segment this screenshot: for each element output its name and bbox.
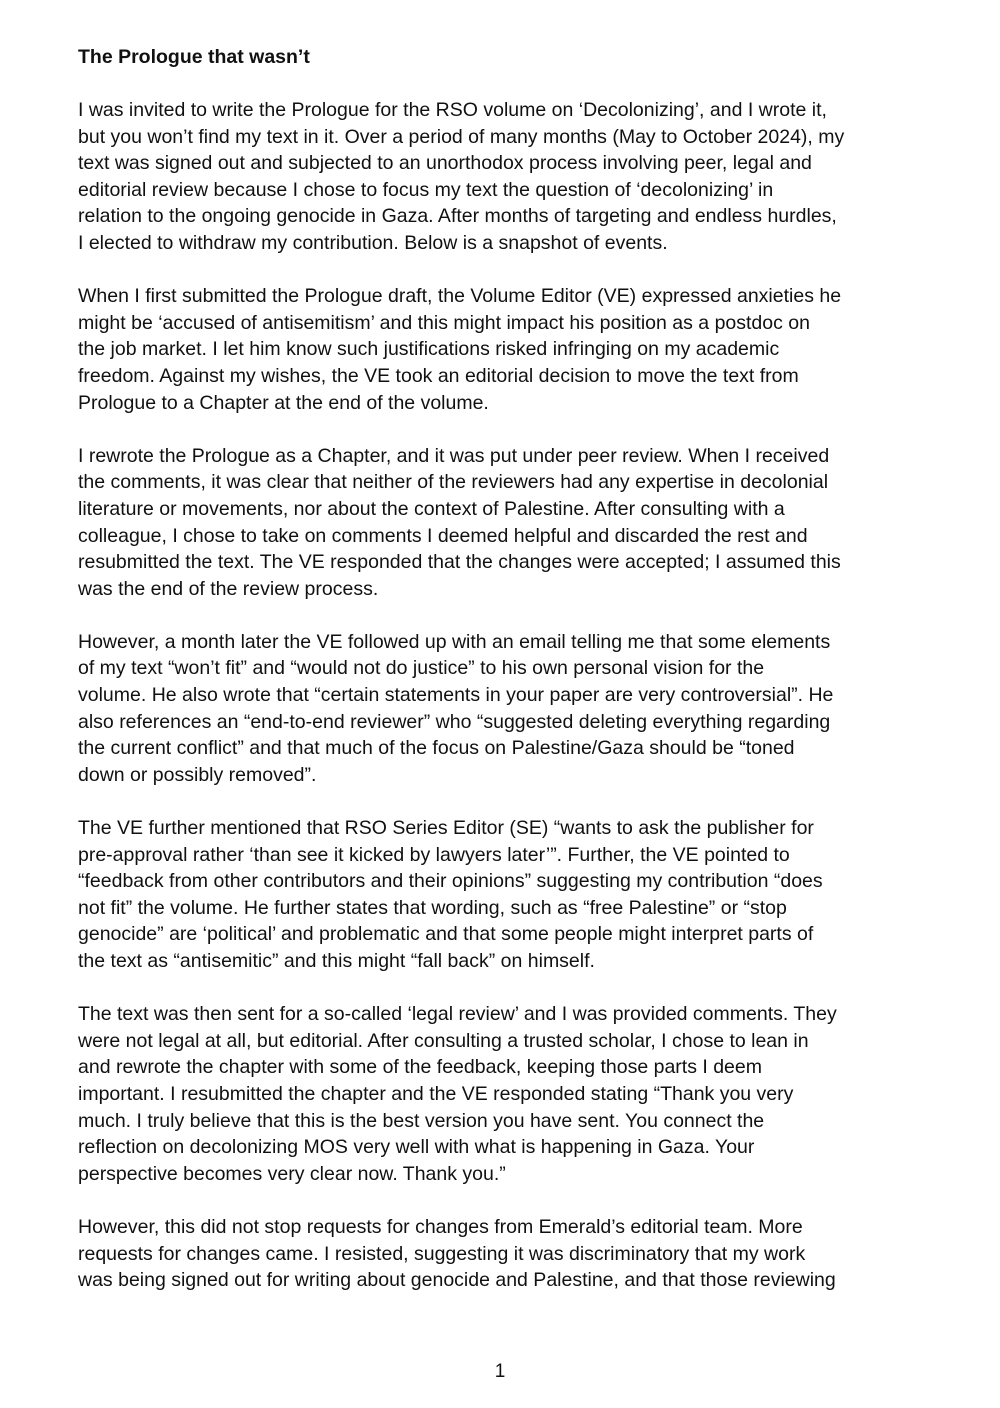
text-line: the text as “antisemitic” and this might “fall back” on himself. [78,950,595,972]
text-line: literature or movements, nor about the context of Palestine. After consulting with a [78,497,785,520]
text-line: freedom. Against my wishes, the VE took an editorial decision to move the text from [78,364,799,387]
text-line: perspective becomes very clear now. Thank you.” [78,1162,506,1185]
text-line: relation to the ongoing genocide in Gaza. After months of targeting and endless hurdles, [78,205,837,228]
text-line: The text was then sent for a so-called ‘legal review’ and I was provided comments. They [78,1003,837,1026]
text-line: “feedback from other contributors and their opinions” suggesting my contribution “does [78,870,823,893]
text-line: colleague, I chose to take on comments I deemed helpful and discarded the rest and [78,524,808,547]
text-line: However, this did not stop requests for changes from Emerald’s editorial team. More [78,1215,803,1238]
paragraph [78,1001,908,1187]
text-line: not fit” the volume. He further states that wording, such as “free Palestine” or “stop [78,896,787,919]
document-title: The Prologue that wasn’t [78,46,310,68]
text-line: The VE further mentioned that RSO Series Editor (SE) “wants to ask the publisher for [78,817,814,840]
paragraph [78,1214,908,1294]
text-line: I was invited to write the Prologue for the RSO volume on ‘Decolonizing’, and I wrote it, [78,99,827,121]
text-line: but you won’t find my text in it. Over a period of many months (May to October 2024), my [78,125,845,148]
text-line: pre-approval rather ‘than see it kicked by lawyers later’”. Further, the VE pointed to [78,843,790,866]
text-line: volume. He also wrote that “certain statements in your paper are very controversial”. He [78,684,834,707]
document-body [78,97,908,1294]
text-line: important. I resubmitted the chapter and the VE responded stating “Thank you very [78,1082,794,1105]
text-line: text was signed out and subjected to an unorthodox process involving peer, legal and [78,152,812,175]
paragraph [78,629,908,789]
text-line: When I first submitted the Prologue draft, the Volume Editor (VE) expressed anxieties he [78,285,842,308]
text-line: requests for changes came. I resisted, suggesting it was discriminatory that my work [78,1242,806,1265]
page-number: 1 [494,1361,506,1382]
text-line: editorial review because I chose to focus my text the question of ‘decolonizing’ in [78,178,774,201]
paragraph [78,443,908,603]
text-line: also references an “end-to-end reviewer” who “suggested deleting everything regarding [78,710,831,733]
text-line: resubmitted the text. The VE responded that the changes were accepted; I assumed this [78,551,841,574]
text-line: However, a month later the VE followed up with an email telling me that some elements [78,630,831,653]
text-line: much. I truly believe that this is the best version you have sent. You connect the [78,1109,765,1132]
paragraph [78,815,908,975]
text-line: might be ‘accused of antisemitism’ and this might impact his position as a postdoc on [78,311,810,334]
text-line: the comments, it was clear that neither of the reviewers had any expertise in decolonial [78,471,829,494]
text-line: was being signed out for writing about genocide and Palestine, and that those reviewing [78,1269,836,1292]
text-line: the current conflict” and that much of the focus on Palestine/Gaza should be “toned [78,737,795,760]
document-page [78,44,908,1320]
paragraph [78,97,908,257]
text-line: of my text “won’t fit” and “would not do justice” to his own personal vision for the [78,657,765,680]
text-line: was the end of the review process. [78,577,379,600]
paragraph [78,283,908,416]
text-line: the job market. I let him know such justifications risked infringing on my academic [78,338,780,361]
text-line: I elected to withdraw my contribution. Below is a snapshot of events. [78,231,668,254]
text-line: genocide” are ‘political’ and problematic and that some people might interpret parts of [78,923,814,946]
text-line: down or possibly removed”. [78,763,317,786]
text-line: and rewrote the chapter with some of the feedback, keeping those parts I deem [78,1056,762,1079]
text-line: Prologue to a Chapter at the end of the volume. [78,391,489,414]
text-line: I rewrote the Prologue as a Chapter, and it was put under peer review. When I received [78,444,830,467]
text-line: were not legal at all, but editorial. After consulting a trusted scholar, I chose to lean in [78,1029,809,1052]
text-line: reflection on decolonizing MOS very well with what is happening in Gaza. Your [78,1136,755,1159]
